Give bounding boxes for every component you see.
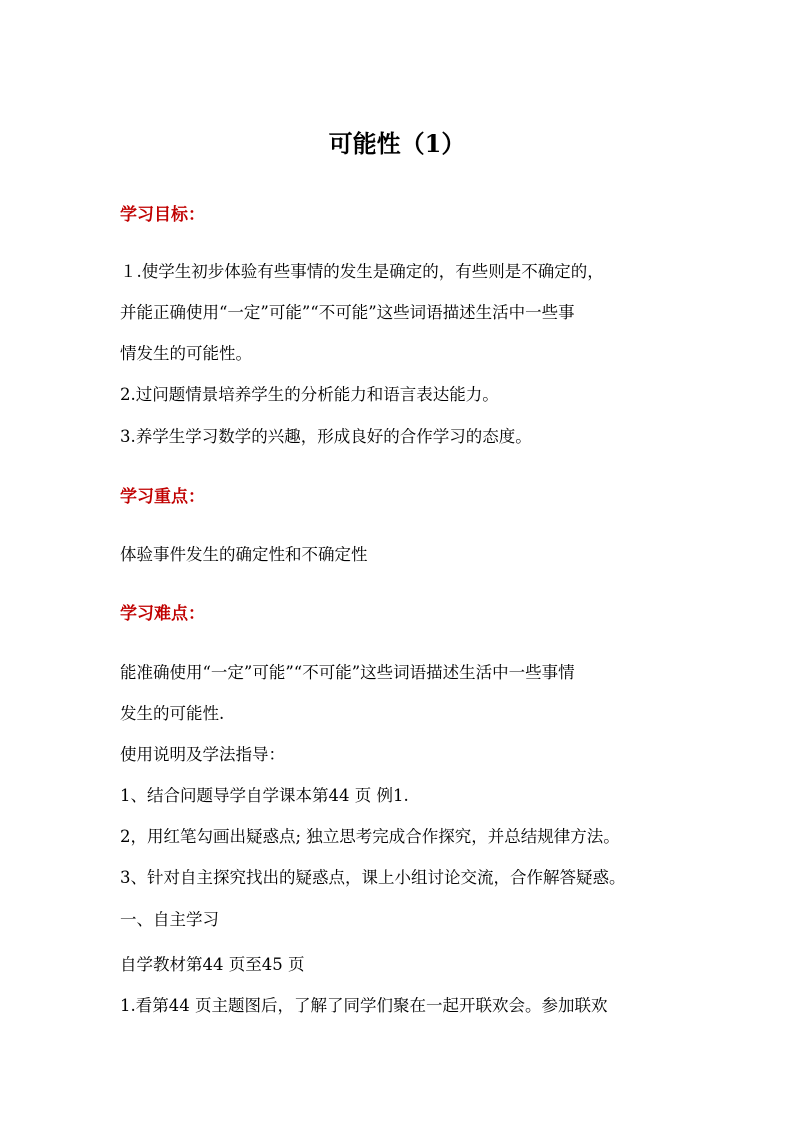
section-heading-objectives: 学习目标： bbox=[120, 205, 205, 225]
difficulty-line-1: 能准确使用“一定”可能”“不可能”这些词语描述生活中一些事情 bbox=[120, 663, 575, 682]
instruction-line-3: 3、针对自主探究找出的疑惑点，课上小组讨论交流，合作解答疑惑。 bbox=[120, 868, 626, 887]
objective-line-3: 情发生的可能性。 bbox=[120, 344, 252, 363]
self-study-line-2: 1.看第44 页主题图后，了解了同学们聚在一起开联欢会。参加联欢 bbox=[120, 996, 608, 1015]
objective-line-4: 2.过问题情景培养学生的分析能力和语言表达能力。 bbox=[120, 385, 499, 404]
document-title: 可能性（1） bbox=[328, 129, 466, 158]
section-heading-difficulties: 学习难点： bbox=[120, 604, 205, 624]
key-point-line-1: 体验事件发生的确定性和不确定性 bbox=[120, 545, 368, 564]
self-study-line-1: 自学教材第44 页至45 页 bbox=[120, 955, 305, 974]
objective-line-1: １.使学生初步体验有些事情的发生是确定的，有些则是不确定的， bbox=[120, 262, 604, 281]
objective-line-2: 并能正确使用“一定”可能”“不可能”这些词语描述生活中一些事 bbox=[120, 303, 575, 322]
instruction-line-1: 1、结合问题导学自学课本第44 页 例1. bbox=[120, 786, 409, 805]
objective-line-5: 3.养学生学习数学的兴趣，形成良好的合作学习的态度。 bbox=[120, 427, 532, 446]
section-heading-key-points: 学习重点： bbox=[120, 487, 205, 507]
difficulty-line-2: 发生的可能性. bbox=[120, 704, 225, 723]
instruction-line-2: 2，用红笔勾画出疑惑点; 独立思考完成合作探究，并总结规律方法。 bbox=[120, 827, 620, 846]
usage-instructions-heading: 使用说明及学法指导： bbox=[120, 745, 285, 764]
self-study-heading: 一、自主学习 bbox=[120, 910, 219, 929]
